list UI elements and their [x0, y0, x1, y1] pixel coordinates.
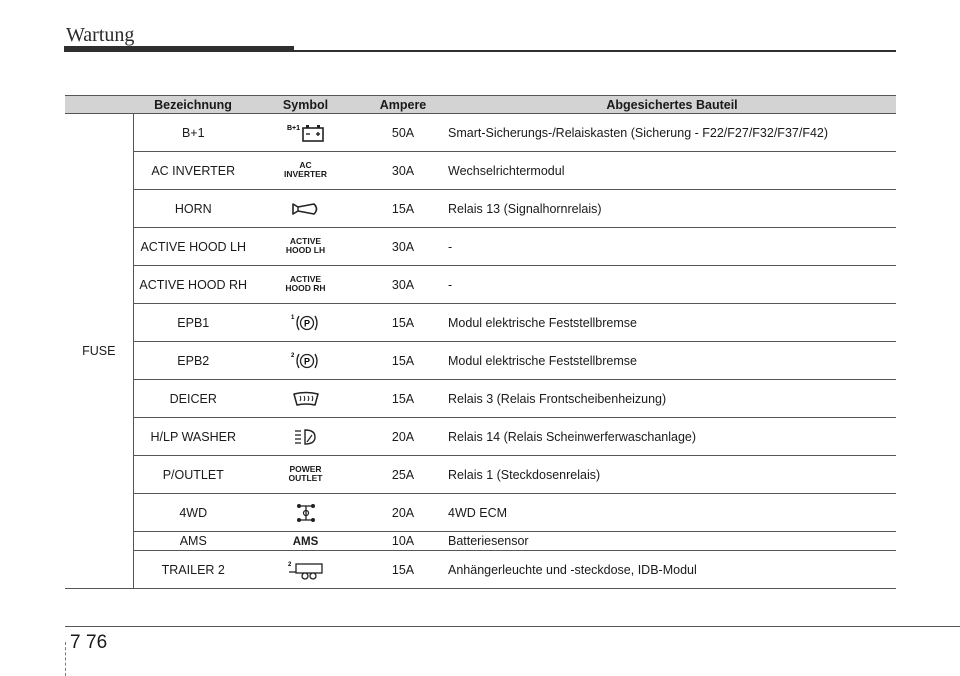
fuse-symbol-text: AC INVERTER [253, 152, 358, 190]
svg-text:P: P [303, 356, 310, 366]
fuse-ampere: 50A [358, 114, 448, 152]
table-row [65, 380, 896, 418]
header-rule-thin [294, 50, 896, 52]
fuse-component: - [448, 228, 896, 266]
4wd-icon [253, 494, 358, 532]
fuse-ampere: 15A [358, 190, 448, 228]
fuse-ampere: 10A [358, 532, 448, 551]
fuse-group-label: FUSE [65, 114, 133, 589]
fuse-component: - [448, 266, 896, 304]
fuse-name: AMS [133, 532, 253, 551]
fuse-ampere: 15A [358, 380, 448, 418]
fuse-ampere: 15A [358, 304, 448, 342]
fuse-component: Modul elektrische Feststellbremse [448, 304, 896, 342]
table-row [65, 152, 896, 190]
svg-text:1: 1 [290, 314, 294, 321]
fuse-name: EPB2 [133, 342, 253, 380]
fuse-component: Relais 3 (Relais Frontscheibenheizung) [448, 380, 896, 418]
fuse-ampere: 20A [358, 494, 448, 532]
fuse-component: Modul elektrische Feststellbremse [448, 342, 896, 380]
header-ampere: Ampere [358, 96, 448, 114]
headlamp-washer-icon [253, 418, 358, 456]
fuse-ampere: 30A [358, 152, 448, 190]
footer-divider [65, 642, 66, 676]
footer-section-number: 7 [70, 632, 81, 653]
header-bauteil: Abgesichertes Bauteil [448, 96, 896, 114]
fuse-symbol-text: ACTIVE HOOD LH [253, 228, 358, 266]
fuse-name: HORN [133, 190, 253, 228]
fuse-ampere: 15A [358, 551, 448, 589]
windshield-heater-icon [253, 380, 358, 418]
table-row [65, 532, 896, 551]
fuse-component: Relais 14 (Relais Scheinwerferwaschanlage) [448, 418, 896, 456]
parking-brake-icon [253, 342, 358, 380]
fuse-name: ACTIVE HOOD LH [133, 228, 253, 266]
fuse-table [65, 95, 896, 589]
table-row [65, 114, 896, 152]
table-header-row [65, 96, 896, 114]
fuse-symbol-text: AMS [253, 532, 358, 551]
footer-rule [65, 626, 960, 627]
horn-icon [253, 190, 358, 228]
fuse-ampere: 15A [358, 342, 448, 380]
header-symbol: Symbol [253, 96, 358, 114]
fuse-name: ACTIVE HOOD RH [133, 266, 253, 304]
fuse-symbol-text: ACTIVE HOOD RH [253, 266, 358, 304]
table-row [65, 190, 896, 228]
fuse-name: TRAILER 2 [133, 551, 253, 589]
table-row [65, 456, 896, 494]
footer-page-number: 76 [86, 632, 108, 653]
trailer-icon [253, 551, 358, 589]
svg-text:2: 2 [287, 561, 291, 568]
fuse-component: Relais 13 (Signalhornrelais) [448, 190, 896, 228]
header-bezeichnung: Bezeichnung [133, 96, 253, 114]
table-row [65, 342, 896, 380]
svg-text:2: 2 [290, 352, 294, 359]
section-title: Wartung [66, 24, 135, 46]
fuse-name: EPB1 [133, 304, 253, 342]
fuse-component: 4WD ECM [448, 494, 896, 532]
fuse-component: Relais 1 (Steckdosenrelais) [448, 456, 896, 494]
table-row [65, 551, 896, 589]
table-row [65, 228, 896, 266]
fuse-component: Smart-Sicherungs-/Relaiskasten (Sicherung - F22/F27/F32/F37/F42) [448, 114, 896, 152]
table-row [65, 304, 896, 342]
table-row [65, 494, 896, 532]
fuse-component: Wechselrichtermodul [448, 152, 896, 190]
fuse-ampere: 20A [358, 418, 448, 456]
fuse-name: DEICER [133, 380, 253, 418]
header-rule-thick [64, 46, 294, 52]
fuse-name: H/LP WASHER [133, 418, 253, 456]
parking-brake-icon [253, 304, 358, 342]
table-row [65, 266, 896, 304]
fuse-ampere: 25A [358, 456, 448, 494]
fuse-component: Anhängerleuchte und -steckdose, IDB-Modul [448, 551, 896, 589]
fuse-name: 4WD [133, 494, 253, 532]
table-row [65, 418, 896, 456]
header-empty [65, 96, 133, 114]
fuse-ampere: 30A [358, 266, 448, 304]
fuse-component: Batteriesensor [448, 532, 896, 551]
fuse-symbol-text: POWER OUTLET [253, 456, 358, 494]
fuse-ampere: 30A [358, 228, 448, 266]
fuse-name: B+1 [133, 114, 253, 152]
svg-text:P: P [303, 318, 310, 328]
fuse-name: P/OUTLET [133, 456, 253, 494]
svg-text:B+1: B+1 [286, 124, 300, 132]
battery-icon [253, 114, 358, 152]
fuse-name: AC INVERTER [133, 152, 253, 190]
